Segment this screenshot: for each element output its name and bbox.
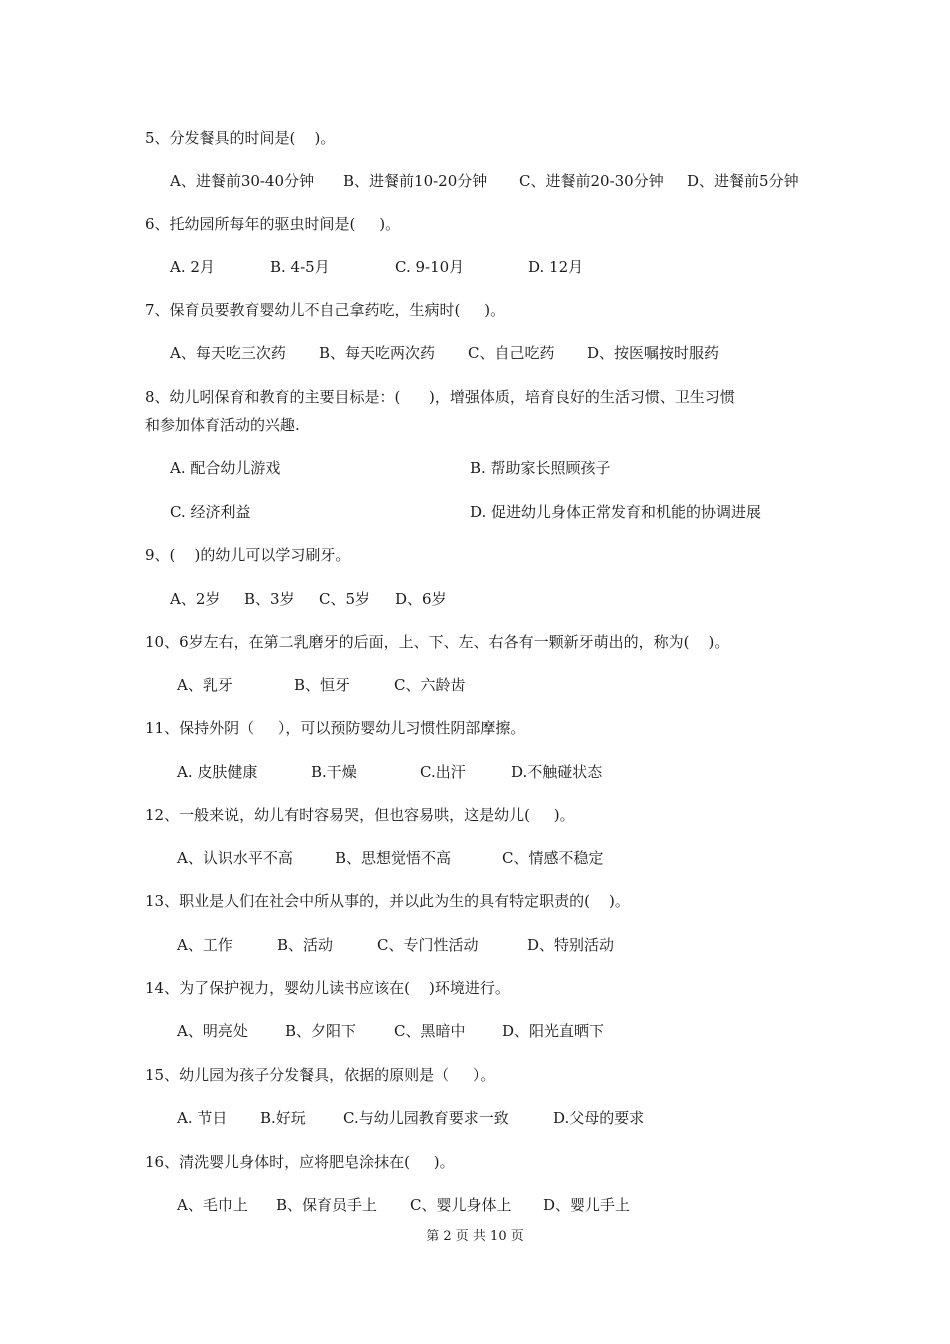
option-a: A、毛巾上 (177, 1196, 248, 1214)
option-a: A、工作 (177, 936, 233, 954)
option-c: C、情感不稳定 (502, 849, 604, 867)
question-5-stem: 5、分发餐具的时间是( )。 (145, 129, 336, 147)
question-16-stem: 16、清洗婴儿身体时，应将肥皂涂抹在( )。 (145, 1153, 455, 1171)
option-a: A. 皮肤健康 (177, 763, 258, 781)
option-b: B. 4-5月 (270, 258, 330, 276)
option-c: C、专门性活动 (377, 936, 479, 954)
option-a: A. 节日 (177, 1109, 228, 1127)
option-b: B、恒牙 (294, 676, 351, 694)
option-b: B、每天吃两次药 (319, 344, 436, 362)
option-d: D、阳光直晒下 (502, 1022, 605, 1040)
option-b: B. 帮助家长照顾孩子 (470, 459, 611, 477)
option-c: C、5岁 (319, 590, 371, 608)
option-c: C.与幼儿园教育要求一致 (343, 1109, 509, 1127)
option-d: D. 促进幼儿身体正常发育和机能的协调进展 (470, 503, 762, 521)
option-c: C.出汗 (420, 763, 466, 781)
option-c: C、自己吃药 (468, 344, 555, 362)
question-11-stem: 11、保持外阴（ ），可以预防婴幼儿习惯性阴部摩擦。 (145, 719, 526, 737)
option-c: C、六龄齿 (394, 676, 466, 694)
question-10-stem: 10、6岁左右，在第二乳磨牙的后面，上、下、左、右各有一颗新牙萌出的，称为( )。 (145, 633, 730, 651)
question-9-stem: 9、( )的幼儿可以学习刷牙。 (145, 546, 351, 564)
option-b: B、思想觉悟不高 (335, 849, 452, 867)
question-15-stem: 15、幼儿园为孩子分发餐具，依据的原则是（ ）。 (145, 1066, 496, 1084)
question-6-stem: 6、托幼园所每年的驱虫时间是( )。 (145, 215, 401, 233)
option-c: C. 9-10月 (395, 258, 465, 276)
option-a: A、明亮处 (177, 1022, 248, 1040)
option-d: D、按医嘱按时服药 (587, 344, 720, 362)
question-14-stem: 14、为了保护视力，婴幼儿读书应该在( )环境进行。 (145, 979, 510, 997)
option-d: D、6岁 (395, 590, 447, 608)
option-d: D.父母的要求 (553, 1109, 645, 1127)
option-d: D、婴儿手上 (543, 1196, 631, 1214)
option-b: B、夕阳下 (285, 1022, 357, 1040)
option-a: A、每天吃三次药 (170, 344, 286, 362)
option-a: A、认识水平不高 (177, 849, 293, 867)
option-b: B、活动 (277, 936, 334, 954)
option-a: A、进餐前30-40分钟 (170, 172, 315, 190)
option-c: C. 经济利益 (170, 503, 251, 521)
option-a: A. 2月 (170, 258, 215, 276)
option-b: B.好玩 (260, 1109, 306, 1127)
question-13-stem: 13、职业是人们在社会中所从事的，并以此为生的具有特定职责的( )。 (145, 892, 630, 910)
option-c: C、进餐前20-30分钟 (519, 172, 664, 190)
option-b: B、3岁 (244, 590, 295, 608)
question-8-stem-line-2: 和参加体育活动的兴趣. (145, 416, 300, 434)
question-8-stem-line-1: 8、幼儿吲保育和教育的主要目标是：( )，增强体质，培育良好的生活习惯、卫生习惯 (145, 388, 735, 406)
page-number-footer: 第 2 页 共 10 页 (426, 1229, 524, 1244)
question-7-stem: 7、保育员要教育婴幼儿不自己拿药吃，生病时( )。 (145, 301, 506, 319)
option-d: D、特别活动 (527, 936, 615, 954)
question-12-stem: 12、一般来说，幼儿有时容易哭，但也容易哄，这是幼儿( )。 (145, 806, 575, 824)
option-a: A、乳牙 (177, 676, 233, 694)
option-d: D、进餐前5分钟 (687, 172, 799, 190)
option-a: A、2岁 (170, 590, 221, 608)
option-d: D.不触碰状态 (511, 763, 603, 781)
option-a: A. 配合幼儿游戏 (170, 459, 281, 477)
option-b: B.干燥 (311, 763, 357, 781)
option-c: C、婴儿身体上 (410, 1196, 512, 1214)
option-d: D. 12月 (528, 258, 584, 276)
option-c: C、黑暗中 (394, 1022, 466, 1040)
option-b: B、保育员手上 (276, 1196, 378, 1214)
option-b: B、进餐前10-20分钟 (343, 172, 488, 190)
